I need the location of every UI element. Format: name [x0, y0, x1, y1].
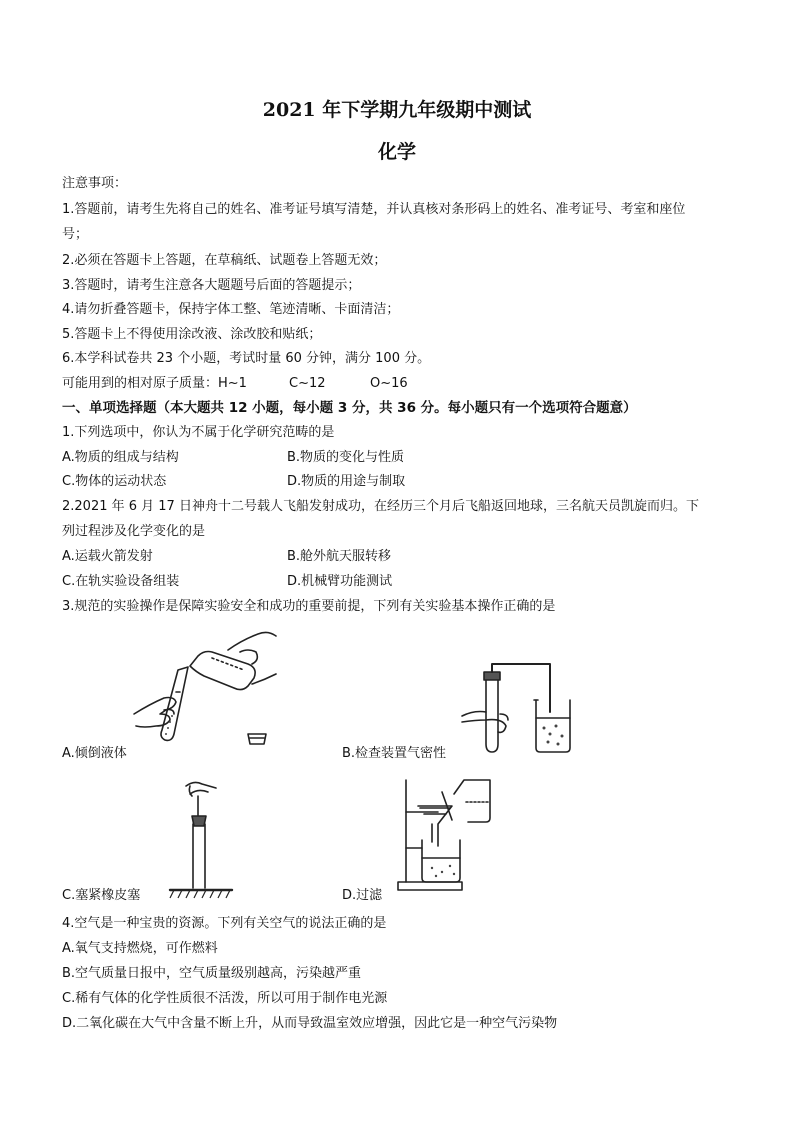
- q4-option-a: A.氧气支持燃烧，可作燃料: [62, 941, 218, 956]
- note-item: 1.答题前，请考生先将自己的姓名、准考证号填写清楚，并认真核对条形码上的姓名、准考证号、考室和座位: [62, 202, 686, 217]
- atomic-mass-c: C~12: [289, 376, 326, 391]
- note-item: 2.必须在答题卡上答题，在草稿纸、试题卷上答题无效；: [62, 253, 387, 268]
- note-item: 6.本学科试卷共 23 个小题，考试时量 60 分钟，满分 100 分。: [62, 351, 431, 366]
- q3-option-b: B.检查装置气密性: [342, 746, 447, 761]
- q1-stem: 1.下列选项中，你认为不属于化学研究范畴的是: [62, 425, 335, 440]
- note-item: 4.请勿折叠答题卡，保持字体工整、笔迹清晰、卡面清洁；: [62, 302, 400, 317]
- q2-option-d: D.机械臂功能测试: [287, 574, 393, 589]
- q1-option-c: C.物体的运动状态: [62, 474, 167, 489]
- note-item: 5.答题卡上不得使用涂改液、涂改胶和贴纸；: [62, 327, 322, 342]
- q1-option-a: A.物质的组成与结构: [62, 450, 179, 465]
- exam-title: 2021 年下学期九年级期中测试: [262, 99, 532, 121]
- section-heading: 一、单项选择题（本大题共 12 小题，每小题 3 分，共 36 分。每小题只有一个选项符合题意）: [62, 400, 637, 416]
- figure-filtration: [392, 776, 506, 900]
- q4-option-c: C.稀有气体的化学性质很不活泼，所以可用于制作电光源: [62, 991, 388, 1006]
- q3-option-d: D.过滤: [342, 888, 383, 903]
- q3-option-a: A.倾倒液体: [62, 746, 127, 761]
- atomic-mass-o: O~16: [370, 376, 408, 391]
- atomic-mass-h: 可能用到的相对原子质量：H~1: [62, 376, 247, 391]
- q1-option-b: B.物质的变化与性质: [287, 450, 405, 465]
- figure-airtightness: [458, 660, 588, 756]
- q4-option-d: D.二氧化碳在大气中含量不断上升，从而导致温室效应增强，因此它是一种空气污染物: [62, 1016, 558, 1031]
- q1-option-d: D.物质的用途与制取: [287, 474, 406, 489]
- q4-stem: 4.空气是一种宝贵的资源。下列有关空气的说法正确的是: [62, 916, 387, 931]
- subject-title: 化学: [377, 141, 416, 163]
- notes-heading: 注意事项：: [62, 176, 128, 191]
- q2-option-c: C.在轨实验设备组装: [62, 574, 180, 589]
- note-item: 号；: [62, 227, 89, 242]
- q3-stem: 3.规范的实验操作是保障实验安全和成功的重要前提，下列有关实验基本操作正确的是: [62, 599, 556, 614]
- figure-pouring-liquid: [130, 622, 290, 750]
- q2-option-b: B.舱外航天服转移: [287, 549, 392, 564]
- q3-option-c: C.塞紧橡皮塞: [62, 888, 141, 903]
- q2-option-a: A.运载火箭发射: [62, 549, 153, 564]
- note-item: 3.答题时，请考生注意各大题题号后面的答题提示；: [62, 278, 361, 293]
- figure-stopper: [168, 776, 234, 900]
- q2-stem-line2: 列过程涉及化学变化的是: [62, 524, 206, 539]
- q4-option-b: B.空气质量日报中，空气质量级别越高，污染越严重: [62, 966, 362, 981]
- q2-stem-line1: 2.2021 年 6 月 17 日神舟十二号载人飞船发射成功，在经历三个月后飞船返回地球，三名航天员凯旋而归。下: [62, 499, 699, 514]
